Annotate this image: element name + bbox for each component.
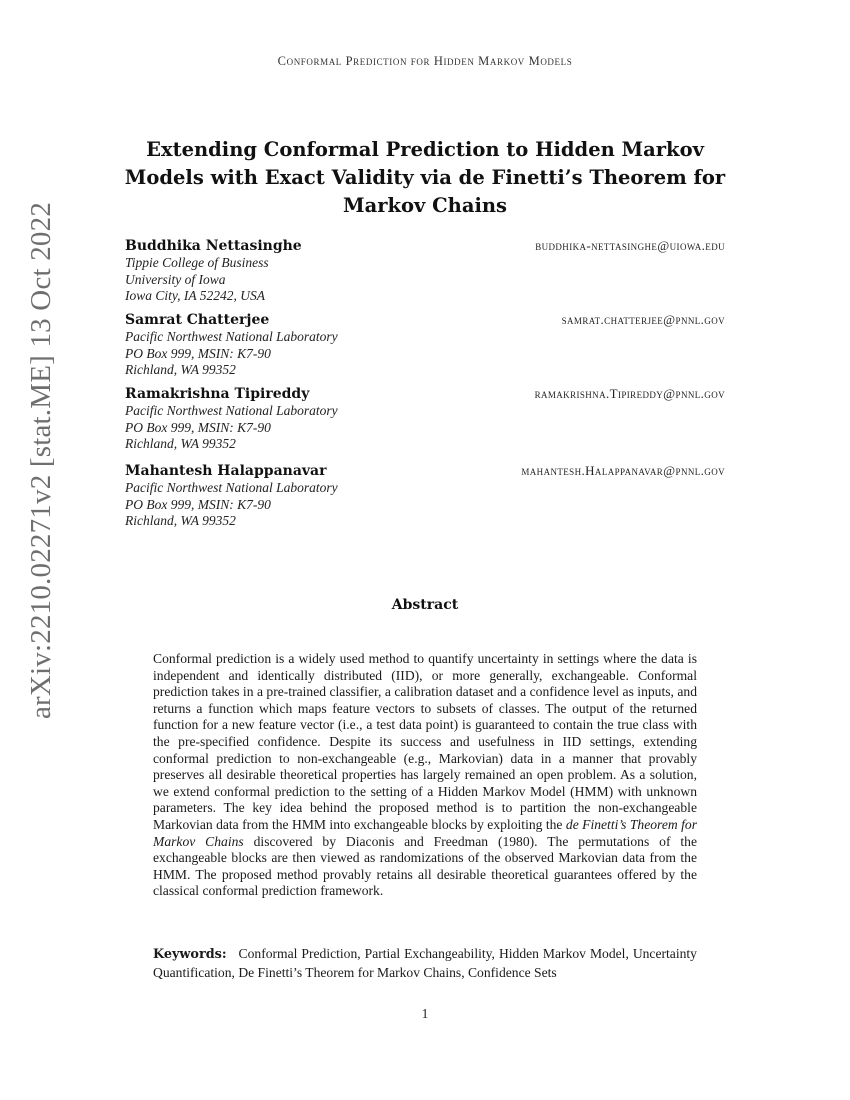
abstract-heading: Abstract <box>391 597 459 613</box>
paper-title: Extending Conformal Prediction to Hidden Markov Models with Exact Validity via de Finetti’s Theorem for Markov Chains <box>124 138 726 217</box>
author-email[interactable]: samrat.chatterjee@pnnl.gov <box>561 312 725 327</box>
author-affiliation-line: Pacific Northwest National Laboratory <box>125 403 338 418</box>
author-name: Samrat Chatterjee <box>125 312 270 328</box>
abstract-body <box>153 651 697 900</box>
author-name: Mahantesh Halappanavar <box>125 463 327 479</box>
author-affiliation-line: Pacific Northwest National Laboratory <box>125 480 338 495</box>
author-block <box>125 385 725 453</box>
author-name: Buddhika Nettasinghe <box>125 238 302 254</box>
author-affiliation-line: Iowa City, IA 52242, USA <box>125 288 265 303</box>
author-email[interactable]: mahantesh.Halappanavar@pnnl.gov <box>521 463 725 478</box>
author-affiliation-line: Pacific Northwest National Laboratory <box>125 329 338 344</box>
author-affiliation-line: University of Iowa <box>125 271 226 287</box>
author-block <box>125 462 725 530</box>
running-head: Conformal Prediction for Hidden Markov Models <box>277 54 573 68</box>
author-affiliation-line: Richland, WA 99352 <box>125 362 236 377</box>
keywords-label: Keywords: <box>153 947 227 962</box>
author-affiliation-line: Richland, WA 99352 <box>125 513 236 528</box>
author-affiliation-line: PO Box 999, MSIN: K7-90 <box>125 345 271 361</box>
page-number: 1 <box>421 1006 429 1021</box>
author-name: Ramakrishna Tipireddy <box>125 386 310 402</box>
author-block <box>125 311 725 379</box>
keywords-text: Conformal Prediction, Partial Exchangeability, Hidden Markov Model, Uncertainty Quantification, De Finetti’s Theorem for Markov Chains, Confidence Sets <box>153 946 697 980</box>
author-affiliation-line: PO Box 999, MSIN: K7-90 <box>125 496 271 512</box>
author-block <box>125 237 725 305</box>
keywords <box>153 945 697 982</box>
abstract-emphasis: de Finetti’s Theorem for Markov Chains <box>153 816 697 849</box>
author-email[interactable]: buddhika-nettasinghe@uiowa.edu <box>535 238 725 253</box>
arxiv-stamp-text: arXiv:2210.02271v2 [stat.ME] 13 Oct 2022 <box>25 201 58 719</box>
author-affiliation-line: PO Box 999, MSIN: K7-90 <box>125 419 271 435</box>
author-email[interactable]: ramakrishna.Tipireddy@pnnl.gov <box>534 386 725 401</box>
abstract-text: Conformal prediction is a widely used method to quantify uncertainty in settings where the data is independent and identically distributed (IID), or more generally, exchangeable. Conformal prediction takes in a pre-trained classifier, a calibration dataset and a confidence level as inputs, and returns a function which maps feature vectors to subsets of classes. The output of the returned function for a new feature vector (i.e., a test data point) is guaranteed to contain the true class with the pre-specified confidence. Despite its success and usefulness in IID settings, extending conformal prediction to non-exchangeable (e.g., Markovian) data in a manner that provably preserves all desirable theoretical properties has largely remained an open problem. As a solution, we extend conformal prediction to the setting of a Hidden Markov Model (HMM) with unknown parameters. The key idea behind the proposed method is to partition the non-exchangeable Markovian data from the HMM into exchangeable blocks by exploiting the <box>153 651 697 832</box>
author-affiliation-line: Richland, WA 99352 <box>125 436 236 451</box>
abstract-text: discovered by Diaconis and Freedman (1980). The permutations of the exchangeable blocks are then viewed as randomizations of the observed Markovian data from the HMM. The proposed method provably retains all desirable theoretical guarantees offered by the classical conformal prediction framework. <box>153 833 698 899</box>
author-affiliation-line: Tippie College of Business <box>125 255 269 270</box>
